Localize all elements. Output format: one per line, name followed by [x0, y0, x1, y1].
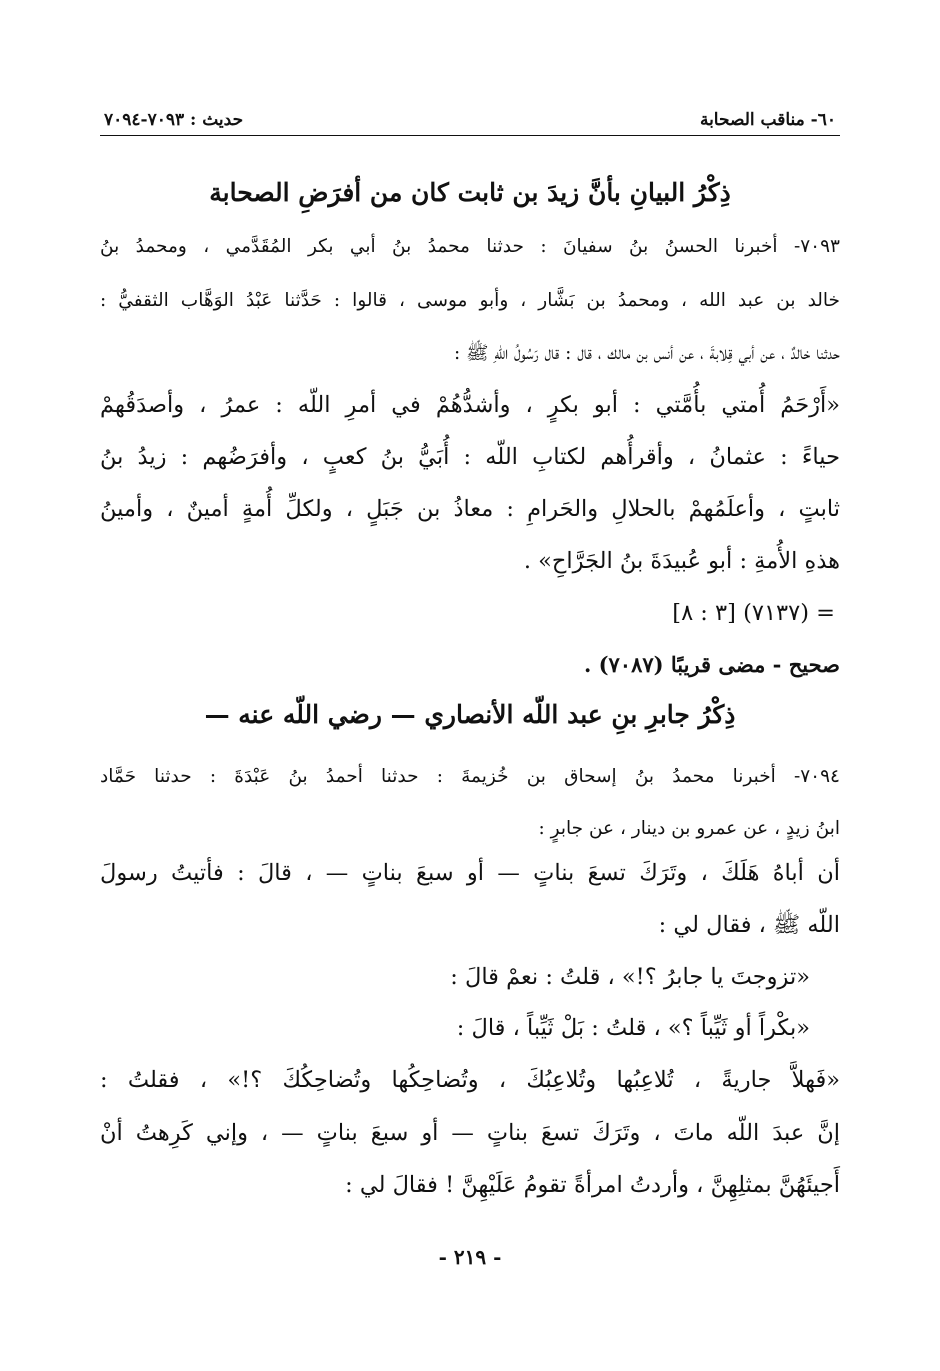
chapter-title: ٦٠- مناقب الصحابة [699, 110, 836, 130]
matn-line: اللّه ﷺ ، فقال لي : [658, 912, 840, 938]
reference-note: = (٧١٣٧) [٣ : ٨] [672, 600, 835, 626]
isnad-line: خالد بن عبد الله ، ومحمدُ بن بَشَّار ، وأبو موسى ، قالوا : حَدَّثنا عَبْدُ الوَهَّاب الثقفيُّ : [100, 290, 840, 311]
isnad-line: ٧٠٩٤- أخبرنا محمدُ بنُ إسحاق بن خُزيمةَ : حدثنا أحمدُ بنُ عَبْدَةَ : حدثنا حَمَّاد [100, 766, 840, 787]
page-number: - ٢١٩ - [438, 1245, 502, 1269]
header-divider [100, 135, 840, 136]
matn-line: «فَهلاَّ جاريةً ، تُلاعِبُها وتُلاعِبُكَ ، وتُضاحِكُها وتُضاحِكُكَ ؟!» ، فقلتُ : [100, 1067, 840, 1093]
matn-line: إنَّ عبدَ اللّه ماتَ ، وتَرَكَ تسعَ بناتٍ — أو سبعَ بناتٍ — ، وإني كَرِهتُ أنْ [100, 1120, 840, 1146]
matn-line: «أَرْحَمُ أُمتي بأُمَّتي : أبو بكرٍ ، وأشدُّهُمْ في أمرِ اللّه : عمرُ ، وأصدَقُهمْ [100, 392, 840, 418]
section-heading: ذِكْرُ جابرِ بنِ عبد اللّه الأنصاري — رضي اللّه عنه — [204, 700, 736, 729]
matn-line: ثابتٍ ، وأعلَمُهمْ بالحلالِ والحَرامِ : معاذُ بن جَبَلٍ ، ولكلِّ أُمةٍ أمينٌ ، وأمينُ [100, 496, 840, 522]
matn-line: «تزوجتَ يا جابرُ ؟!» ، قلتُ : نعمْ قالَ : [450, 964, 810, 990]
isnad-line: ٧٠٩٣- أخبرنا الحسنُ بنُ سفيانَ : حدثنا محمدُ بنُ أبي بكر المُقَدَّمي ، ومحمدُ بنُ [100, 236, 840, 257]
running-header [104, 96, 836, 130]
isnad-line: حدثنا خالدٌ ، عن أبي قِلابةَ ، عن أنس بن مالك ، قال : قال رَسُولُ اللّهِ ﷺ : [454, 343, 840, 364]
hadith-range: حديث : ٧٠٩٣-٧٠٩٤ [104, 110, 244, 130]
section-heading: ذِكْرُ البيانِ بأنَّ زيدَ بن ثابت كان من أفرَضِ الصحابة [209, 178, 731, 207]
matn-line: أن أباهُ هَلَكَ ، وتَرَكَ تسعَ بناتٍ — أو سبعَ بناتٍ — ، قالَ : فأتيتُ رسولَ [100, 860, 840, 886]
matn-line: هذهِ الأُمةِ : أبو عُبيدَةَ بنُ الجَرَّاحِ» . [523, 548, 840, 574]
matn-line: أَجيئَهُنَّ بمثلِهِنَّ ، وأردتُ امرأةً تقومُ عَلَيْهِنَّ ! فقالَ لي : [345, 1172, 840, 1198]
matn-line: حياءً : عثمانُ ، وأقرأُهم لكتابِ اللّه : أُبَيُّ بنُ كعبٍ ، وأفرَضُهم : زيدُ بنُ [100, 444, 840, 470]
grading-note: صحيح - مضى قريبًا (٧٠٨٧) . [583, 652, 840, 677]
isnad-line: ابنُ زيدٍ ، عن عمرو بن دينار ، عن جابرٍ : [538, 818, 840, 839]
matn-line: «بكْراً أو ثَيِّباً ؟» ، قلتُ : بَلْ ثَيِّباً ، قالَ : [456, 1015, 810, 1041]
